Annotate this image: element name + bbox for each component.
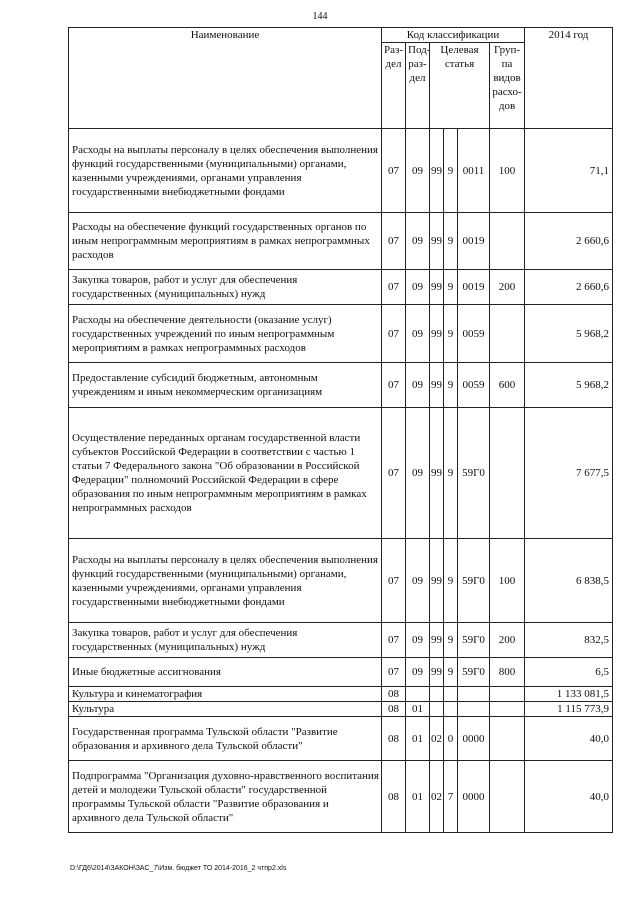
row-razdel: 07 — [382, 129, 406, 213]
row-expense-group: 200 — [490, 270, 525, 305]
header-podrazdel: Под-раз-дел — [406, 43, 430, 129]
row-sum: 40,0 — [525, 717, 613, 761]
row-target-subprogram: 7 — [444, 761, 458, 833]
row-razdel: 07 — [382, 408, 406, 539]
row-razdel: 07 — [382, 305, 406, 363]
table-row — [69, 363, 613, 408]
row-razdel: 08 — [382, 761, 406, 833]
row-sum: 2 660,6 — [525, 270, 613, 305]
row-razdel: 07 — [382, 623, 406, 658]
row-expense-group: 800 — [490, 658, 525, 687]
row-target-item: 0019 — [458, 270, 490, 305]
row-podrazdel: 09 — [406, 129, 430, 213]
table-row — [69, 717, 613, 761]
row-target-program: 99 — [430, 623, 444, 658]
row-target-subprogram — [444, 687, 458, 702]
row-name: Расходы на выплаты персоналу в целях обеспечения выполнения функций государственными (муниципальными) органами, казенными учреждениями, органами управления государственными внебюджетными фондами — [69, 129, 382, 213]
row-expense-group — [490, 687, 525, 702]
row-target-program: 99 — [430, 270, 444, 305]
row-target-program: 99 — [430, 658, 444, 687]
row-target-item: 0059 — [458, 363, 490, 408]
row-target-item: 0000 — [458, 717, 490, 761]
row-podrazdel: 09 — [406, 213, 430, 270]
row-target-program — [430, 687, 444, 702]
row-target-subprogram: 9 — [444, 623, 458, 658]
row-target-subprogram: 9 — [444, 213, 458, 270]
header-year: 2014 год — [525, 28, 613, 129]
row-sum: 5 968,2 — [525, 305, 613, 363]
row-target-item — [458, 687, 490, 702]
row-name: Закупка товаров, работ и услуг для обеспечения государственных (муниципальных) нужд — [69, 270, 382, 305]
row-name: Расходы на обеспечение деятельности (оказание услуг) государственных учреждений по иным непрограммным мероприятиям в рамках непрограммных расходов — [69, 305, 382, 363]
table-row — [69, 270, 613, 305]
row-podrazdel: 01 — [406, 761, 430, 833]
row-name: Расходы на выплаты персоналу в целях обеспечения выполнения функций государственными (муниципальными) органами, казенными учреждениями, органами управления государственными внебюджетными фондами — [69, 539, 382, 623]
row-razdel: 08 — [382, 687, 406, 702]
row-target-item: 59Г0 — [458, 623, 490, 658]
row-name: Культура — [69, 702, 382, 717]
budget-table — [68, 27, 613, 833]
table-row — [69, 305, 613, 363]
row-target-program: 99 — [430, 213, 444, 270]
row-podrazdel: 09 — [406, 305, 430, 363]
row-razdel: 08 — [382, 717, 406, 761]
row-sum: 71,1 — [525, 129, 613, 213]
row-target-item: 0019 — [458, 213, 490, 270]
row-razdel: 07 — [382, 539, 406, 623]
row-target-item: 0059 — [458, 305, 490, 363]
row-podrazdel: 09 — [406, 539, 430, 623]
row-razdel: 07 — [382, 363, 406, 408]
row-target-subprogram: 9 — [444, 408, 458, 539]
row-sum: 1 133 081,5 — [525, 687, 613, 702]
row-sum: 1 115 773,9 — [525, 702, 613, 717]
page-number: 144 — [312, 11, 328, 22]
row-podrazdel: 09 — [406, 270, 430, 305]
table-row — [69, 129, 613, 213]
row-target-program: 99 — [430, 539, 444, 623]
row-target-subprogram: 9 — [444, 270, 458, 305]
header-razdel: Раз-дел — [382, 43, 406, 129]
row-target-program: 99 — [430, 408, 444, 539]
row-sum: 6 838,5 — [525, 539, 613, 623]
row-name: Иные бюджетные ассигнования — [69, 658, 382, 687]
row-expense-group: 100 — [490, 539, 525, 623]
table-row — [69, 702, 613, 717]
row-expense-group: 600 — [490, 363, 525, 408]
row-target-item: 0011 — [458, 129, 490, 213]
row-expense-group — [490, 408, 525, 539]
row-target-program: 99 — [430, 305, 444, 363]
row-expense-group: 100 — [490, 129, 525, 213]
row-sum: 5 968,2 — [525, 363, 613, 408]
header-name: Наименование — [69, 28, 382, 129]
row-podrazdel: 01 — [406, 702, 430, 717]
row-target-subprogram: 9 — [444, 658, 458, 687]
row-name: Расходы на обеспечение функций государственных органов по иным непрограммным мероприятиям в рамках непрограммных расходов — [69, 213, 382, 270]
table-row — [69, 658, 613, 687]
row-target-subprogram — [444, 702, 458, 717]
row-podrazdel: 09 — [406, 408, 430, 539]
file-path-footer: D:\ГД6\2014\ЗАКОН\ЗАС_7\Изм. бюджет ТО 2014-2016_2 чтпр2.xls — [70, 865, 287, 872]
row-target-program — [430, 702, 444, 717]
row-name: Подпрограмма "Организация духовно-нравственного воспитания детей и молодежи Тульской области" государственной программы Тульской области "Развитие образования и архивного дела Тульской области" — [69, 761, 382, 833]
header-group: Груп-па видов расхо-дов — [490, 43, 525, 129]
header-code: Код классификации — [382, 28, 525, 43]
row-sum: 832,5 — [525, 623, 613, 658]
row-target-subprogram: 0 — [444, 717, 458, 761]
table-row — [69, 687, 613, 702]
row-name: Закупка товаров, работ и услуг для обеспечения государственных (муниципальных) нужд — [69, 623, 382, 658]
row-expense-group — [490, 305, 525, 363]
row-target-subprogram: 9 — [444, 305, 458, 363]
row-target-item: 59Г0 — [458, 658, 490, 687]
row-target-item: 0000 — [458, 761, 490, 833]
table-row — [69, 539, 613, 623]
row-sum: 40,0 — [525, 761, 613, 833]
row-name: Культура и кинематография — [69, 687, 382, 702]
table-row — [69, 408, 613, 539]
table-row — [69, 623, 613, 658]
table-row — [69, 761, 613, 833]
row-target-item: 59Г0 — [458, 408, 490, 539]
row-razdel: 07 — [382, 213, 406, 270]
row-podrazdel — [406, 687, 430, 702]
row-podrazdel: 09 — [406, 623, 430, 658]
row-name: Государственная программа Тульской области "Развитие образования и архивного дела Тульской области" — [69, 717, 382, 761]
row-target-item — [458, 702, 490, 717]
row-expense-group — [490, 717, 525, 761]
row-podrazdel: 09 — [406, 658, 430, 687]
row-sum: 6,5 — [525, 658, 613, 687]
row-sum: 2 660,6 — [525, 213, 613, 270]
row-expense-group: 200 — [490, 623, 525, 658]
row-target-subprogram: 9 — [444, 129, 458, 213]
row-razdel: 08 — [382, 702, 406, 717]
row-target-program: 99 — [430, 363, 444, 408]
row-target-program: 02 — [430, 717, 444, 761]
header-target: Целевая статья — [430, 43, 490, 129]
row-target-item: 59Г0 — [458, 539, 490, 623]
row-sum: 7 677,5 — [525, 408, 613, 539]
row-name: Осуществление переданных органам государственной власти субъектов Российской Федерации в соответствии с частью 1 статьи 7 Федерального закона "Об образовании в Российской Федерации" полномочий Российской Федерации в сфере образования по иным непрограммным мероприятиям в рамках непрограммных расходов — [69, 408, 382, 539]
row-target-program: 02 — [430, 761, 444, 833]
row-podrazdel: 01 — [406, 717, 430, 761]
row-name: Предоставление субсидий бюджетным, автономным учреждениям и иным некоммерческим организациям — [69, 363, 382, 408]
row-podrazdel: 09 — [406, 363, 430, 408]
row-razdel: 07 — [382, 658, 406, 687]
row-target-program: 99 — [430, 129, 444, 213]
row-target-subprogram: 9 — [444, 539, 458, 623]
row-expense-group — [490, 702, 525, 717]
row-expense-group — [490, 761, 525, 833]
table-row — [69, 213, 613, 270]
row-target-subprogram: 9 — [444, 363, 458, 408]
row-expense-group — [490, 213, 525, 270]
row-razdel: 07 — [382, 270, 406, 305]
